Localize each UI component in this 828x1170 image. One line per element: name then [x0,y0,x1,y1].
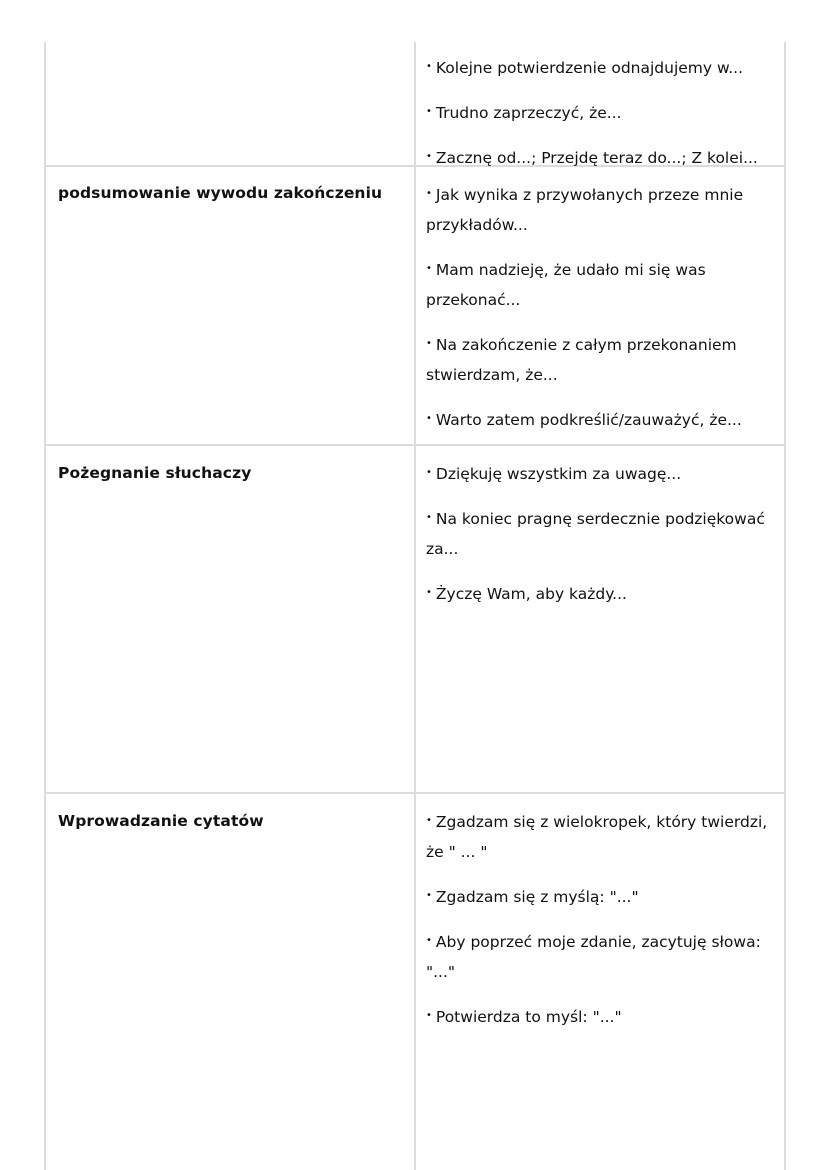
row-label: podsumowanie wywodu zakończeniu [58,184,383,202]
bullet-icon: • [426,815,432,826]
row-label: Wprowadzanie cytatów [58,812,264,830]
bullet-icon: • [426,1010,432,1021]
bullet-icon: • [426,512,432,523]
phrase-item: • Mam nadzieję, że udało mi się was przekonać... [426,261,706,309]
phrase-item: • Zacznę od...; Przejdę teraz do...; Z kolei... [426,149,758,167]
phrase-item: • Warto zatem podkreślić/zauważyć, że... [426,411,742,429]
phrase-item: • Potwierdza to myśl: "..." [426,1008,622,1026]
phrase-item: • Aby poprzeć moje zdanie, zacytuję słowa: "..." [426,933,761,981]
phrase-list [426,179,778,449]
bullet-icon: • [426,587,432,598]
phrase-item: • Zgadzam się z myślą: "..." [426,888,639,906]
phrase-item: • Na koniec pragnę serdecznie podziękować za... [426,510,765,558]
phrase-item: • Życzę Wam, aby każdy... [426,585,627,603]
bullet-icon: • [426,188,432,199]
phrase-list [426,52,778,187]
phrase-list [426,458,778,623]
bullet-icon: • [426,467,432,478]
phrase-item: • Zgadzam się z wielokropek, który twierdzi, że " ... " [426,813,768,861]
table-border-middle [414,42,416,1170]
bullet-icon: • [426,935,432,946]
phrase-item: • Dziękuję wszystkim za uwagę... [426,465,682,483]
row-label: Pożegnanie słuchaczy [58,464,252,482]
bullet-icon: • [426,61,432,72]
bullet-icon: • [426,338,432,349]
bullet-icon: • [426,263,432,274]
bullet-icon: • [426,890,432,901]
phrase-item: • Kolejne potwierdzenie odnajdujemy w... [426,59,744,77]
table-border-right [784,42,786,1170]
bullet-icon: • [426,413,432,424]
bullet-icon: • [426,151,432,162]
phrase-item: • Jak wynika z przywołanych przeze mnie przykładów... [426,186,744,234]
table-border-left [44,42,46,1170]
phrase-item: • Na zakończenie z całym przekonaniem stwierdzam, że... [426,336,737,384]
phrase-list [426,806,778,1046]
phrase-item: • Trudno zaprzeczyć, że... [426,104,622,122]
bullet-icon: • [426,106,432,117]
row-divider [44,792,786,794]
